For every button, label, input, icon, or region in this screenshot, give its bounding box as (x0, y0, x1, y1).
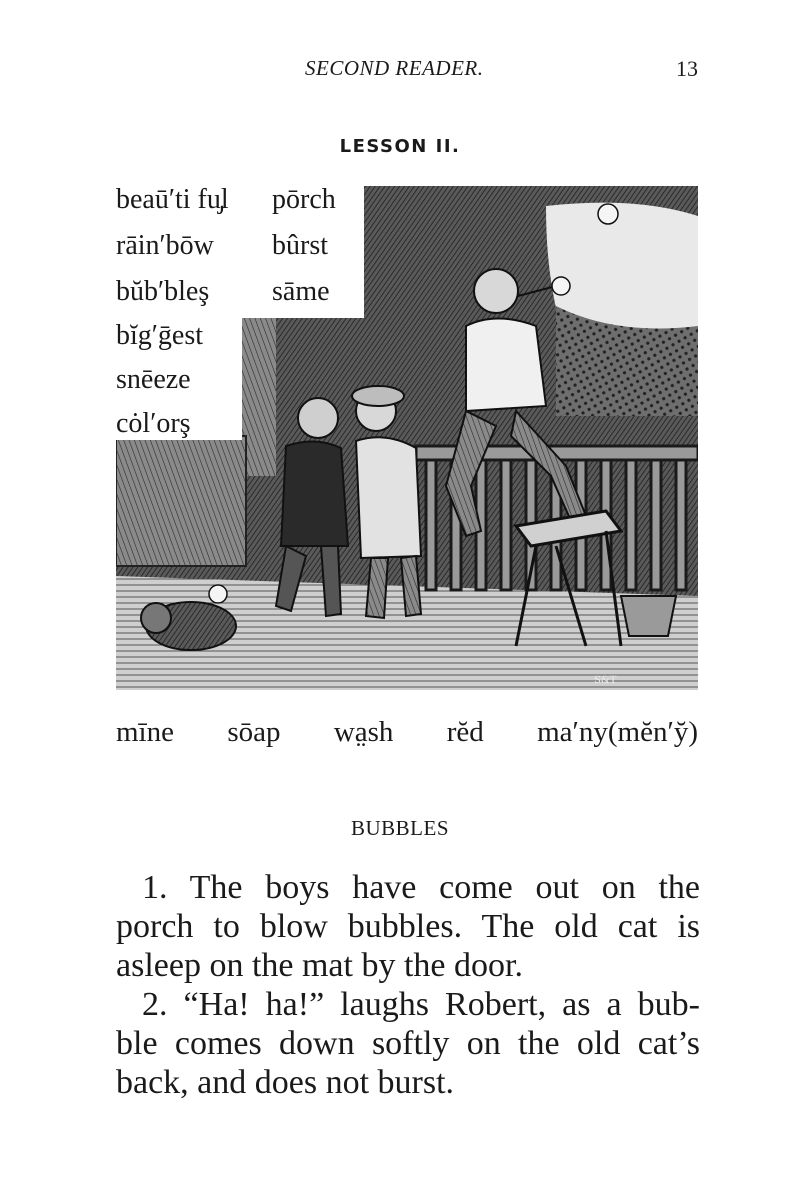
illustration-signature: S&T (594, 675, 617, 686)
paragraph-line: asleep on the mat by the door. (116, 947, 523, 984)
vocab-word: sōap (227, 716, 281, 748)
vocab-word: beaū′ti fu̡l (116, 184, 229, 215)
vocab-word: bŭb′bleş (116, 276, 210, 307)
page-number: 13 (676, 56, 698, 81)
vocab-word: rāin′bōw (116, 230, 214, 261)
vocab-word: bûrst (272, 230, 328, 261)
story-title: BUBBLES (350, 816, 450, 840)
paragraph-1 (116, 868, 700, 985)
running-head: SECOND READER. (305, 56, 484, 80)
vocab-word: bĭg′ḡest (116, 320, 204, 351)
vocab-word: cȯl′orş (116, 408, 191, 439)
paragraph-line: 2. “Ha! ha!” laughs Robert, as a bub- (142, 986, 700, 1023)
lesson-title: LESSON II. (339, 136, 461, 157)
vocab-word: wa̤sh (333, 716, 394, 748)
vocabulary-bottom-row (116, 716, 698, 749)
vocab-word: mīne (116, 716, 174, 748)
vocab-word: sāme (272, 276, 330, 307)
paragraph-2 (116, 985, 700, 1102)
paragraph-line: porch to blow bubbles. The old cat is (116, 908, 700, 945)
vocab-word: ma′ny(mĕn′y̆) (537, 716, 698, 748)
vocab-word: pōrch (272, 184, 336, 215)
paragraph-line: 1. The boys have come out on the (142, 869, 700, 906)
vocab-word: rĕd (446, 716, 484, 748)
paragraph-line: ble comes down softly on the old cat’s (116, 1025, 700, 1062)
vocab-word: snēeze (116, 364, 191, 395)
paragraph-line: back, and does not burst. (116, 1064, 455, 1101)
